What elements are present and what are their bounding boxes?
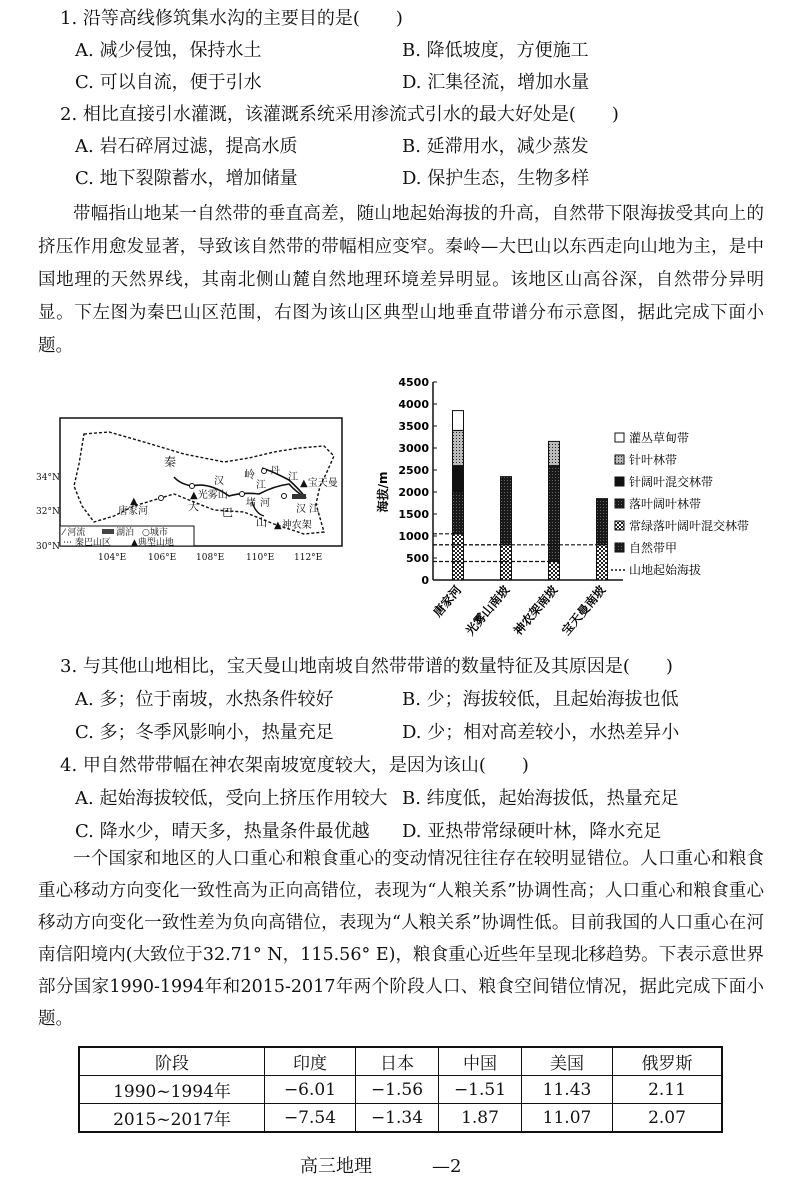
y-tick-label: 1000: [398, 530, 429, 543]
table-row: [79, 1076, 722, 1104]
table-cell: 11.07: [522, 1104, 613, 1133]
map-label: 大: [188, 500, 199, 513]
q2-option-d: D. 保护生态，生物多样: [402, 168, 590, 189]
map-label: 堵: [246, 498, 256, 509]
y-tick-label: 4500: [398, 376, 429, 389]
map-label: 山: [256, 516, 267, 529]
table-row: [79, 1104, 722, 1133]
table-header: 中国: [439, 1047, 522, 1076]
y-tick-label: 2500: [398, 464, 429, 477]
page-number: —2: [432, 1156, 462, 1177]
legend-swatch: [615, 477, 624, 486]
legend-label: 落叶阔叶林带: [629, 497, 702, 511]
q3-option-a: A. 多；位于南坡，水热条件较好: [75, 689, 334, 710]
mountain-label: ▲神农架: [274, 520, 312, 531]
q1-option-b: B. 降低坡度，方便施工: [402, 40, 589, 61]
legend-label: 针叶林带: [629, 453, 678, 467]
x-tick-label: 光雾山南坡: [462, 582, 513, 638]
svg-text:⁄ 河流: ⁄ 河流: [63, 528, 86, 538]
table-header-row: [79, 1047, 722, 1076]
svg-text:⋯ 秦巴山区: ⋯ 秦巴山区: [63, 538, 111, 548]
map-label: 江: [309, 504, 319, 515]
map-label: 岭: [244, 468, 255, 481]
y-tick-label: 3000: [398, 442, 429, 455]
legend-swatch: [615, 433, 624, 442]
lat-label: 30°N: [36, 542, 60, 552]
table-cell: 2.07: [613, 1104, 723, 1133]
page-footer: [300, 1152, 461, 1178]
svg-text:湖泊: 湖泊: [116, 528, 135, 538]
bar-segment: [453, 466, 464, 492]
lon-label: 104°E: [98, 553, 127, 563]
q1-option-a: A. 减少侵蚀，保持水土: [75, 40, 262, 61]
city-marker: [262, 469, 267, 474]
lat-label: 34°N: [36, 473, 60, 483]
legend-label: 常绿落叶阔叶混交林带: [629, 519, 750, 533]
legend-swatch: [615, 521, 624, 530]
lat-label: 32°N: [36, 507, 60, 517]
q2-option-a: A. 岩石碎屑过滤，提高水质: [75, 136, 298, 157]
y-tick-label: 2000: [398, 486, 429, 499]
x-tick-label: 宝天曼南坡: [558, 582, 609, 638]
mountain-label: ▲宝天曼: [300, 478, 338, 489]
q3-option-b: B. 少；海拔较低，且起始海拔也低: [402, 689, 679, 710]
y-tick-label: 500: [406, 552, 429, 565]
question-4-stem: 4. 甲自然带带幅在神农架南坡宽度较大，是因为该山( ): [60, 755, 529, 776]
table-cell: 1990~1994年: [79, 1076, 265, 1104]
map-label: 汉: [214, 476, 224, 487]
legend-label: 山地起始海拔: [629, 563, 702, 577]
legend-swatch: [615, 455, 624, 464]
bar-segment: [549, 441, 560, 465]
table-cell: 1.87: [439, 1104, 522, 1133]
y-axis-label: 海拔/m: [376, 471, 390, 513]
q3-option-c: C. 多；冬季风影响小，热量充足: [75, 722, 334, 743]
y-tick-label: 1500: [398, 508, 429, 521]
city-marker: [240, 492, 245, 497]
q4-option-d: D. 亚热带常绿硬叶林，降水充足: [402, 821, 662, 842]
q2-option-b: B. 延滞用水，减少蒸发: [402, 136, 589, 157]
table-cell: 2015~2017年: [79, 1104, 265, 1133]
passage-qinba: 带幅指山地某一自然带的垂直高差，随山地起始海拔的升高，自然带下限海拔受其向上的挤压作用愈发显著，导致该自然带的带幅相应变窄。秦岭—大巴山以东西走向山地为主，是中国地理的天然界线，其南北侧山麓自然地理环境差异明显。该地区山高谷深，自然带分异明显。下左图为秦巴山区范围，右图为该山区典型山地垂直带谱分布示意图，据此完成下面小题。: [38, 204, 764, 356]
table-cell: −1.56: [356, 1076, 439, 1104]
bar-segment: [549, 562, 560, 580]
table-cell: −7.54: [265, 1104, 356, 1133]
qinba-map: [34, 414, 344, 574]
svg-text:○城市: ○城市: [142, 528, 168, 538]
question-1-stem: 1. 沿等高线修筑集水沟的主要目的是( ): [60, 8, 403, 29]
lon-label: 108°E: [196, 553, 225, 563]
mountain-label: ▲光雾山: [190, 490, 228, 501]
map-label: 河: [260, 498, 270, 509]
q4-option-b: B. 纬度低，起始海拔低，热量充足: [402, 788, 679, 809]
bar-segment: [501, 545, 512, 580]
misalignment-table: [78, 1046, 723, 1133]
map-label: 江: [288, 472, 298, 483]
y-tick-label: 4000: [398, 398, 429, 411]
lon-label: 106°E: [148, 553, 177, 563]
city-marker: [159, 496, 164, 501]
table-header: 日本: [356, 1047, 439, 1076]
bar-segment: [453, 430, 464, 465]
q1-option-d: D. 汇集径流，增加水量: [402, 72, 590, 93]
table-header: 美国: [522, 1047, 613, 1076]
y-tick-label: 0: [421, 574, 429, 587]
lon-label: 110°E: [246, 553, 275, 563]
passage-population-grain: 一个国家和地区的人口重心和粮食重心的变动情况往往存在较明显错位。人口重心和粮食重心移动方向变化一致性高为正向高错位，表现为“人粮关系”协调性高；人口重心和粮食重心移动方向变化一致性差为负向高错位，表现为“人粮关系”协调性低。目前我国的人口重心在河南信阳境内(大致位于32.71° N，115.56° E)，粮食重心近些年呈现北移趋势。下表示意世界部分国家1990-1994年和2015-2017年两个阶段人口、粮食空间错位情况，据此完成下面小题。: [38, 849, 764, 1029]
table-header: 阶段: [79, 1047, 265, 1076]
question-2-stem: 2. 相比直接引水灌溉，该灌溉系统采用渗流式引水的最大好处是( ): [60, 104, 619, 125]
map-label: 丹: [270, 466, 280, 477]
map-label: 汉: [296, 504, 306, 515]
lake: [292, 494, 306, 499]
legend-label: 针阔叶混交林带: [629, 475, 714, 489]
table-cell: 2.11: [613, 1076, 723, 1104]
question-3-stem: 3. 与其他山地相比，宝天曼山地南坡自然带带谱的数量特征及其原因是( ): [60, 656, 673, 677]
y-tick-label: 3500: [398, 420, 429, 433]
qinba-region-boundary: [74, 432, 334, 534]
bar-segment: [501, 477, 512, 545]
bar-segment: [597, 545, 608, 580]
q3-option-d: D. 少；相对高差较小，水热差异小: [402, 722, 680, 743]
table-header: 印度: [265, 1047, 356, 1076]
map-label: 巴: [222, 506, 233, 519]
x-tick-label: 唐家河: [430, 582, 465, 620]
city-marker: [282, 494, 287, 499]
bar-segment: [453, 534, 464, 580]
bar-segment: [597, 499, 608, 545]
lon-label: 112°E: [294, 553, 323, 563]
map-label: 江: [256, 480, 266, 491]
legend-swatch: [615, 543, 624, 552]
table-header: 俄罗斯: [613, 1047, 723, 1076]
table-cell: −1.51: [439, 1076, 522, 1104]
x-tick-label: 神农架南坡: [510, 582, 561, 638]
table-cell: 11.43: [522, 1076, 613, 1104]
vertical-zonation-chart: [375, 372, 795, 652]
q4-option-c: C. 降水少，晴天多，热量条件最优越: [75, 821, 370, 842]
svg-text:▲典型山地: ▲典型山地: [131, 538, 174, 548]
q1-option-c: C. 可以自流，便于引水: [75, 72, 262, 93]
table-cell: −6.01: [265, 1076, 356, 1104]
footer-subject: 高三地理: [300, 1156, 372, 1177]
q2-option-c: C. 地下裂隙蓄水，增加储量: [75, 168, 298, 189]
bar-segment: [549, 466, 560, 562]
q4-option-a: A. 起始海拔较低，受向上挤压作用较大: [75, 788, 388, 809]
bar-segment: [453, 411, 464, 431]
legend-label: 自然带甲: [629, 541, 678, 555]
mountain-label: ▲: [130, 496, 138, 507]
legend-swatch: [615, 499, 624, 508]
map-label: 秦: [164, 455, 177, 469]
city-marker: [190, 484, 195, 489]
legend-label: 灌丛草甸带: [629, 431, 690, 445]
table-cell: −1.34: [356, 1104, 439, 1133]
map-legend: [60, 526, 194, 548]
mountain-label: 唐家河: [118, 506, 148, 517]
bar-segment: [453, 492, 464, 534]
